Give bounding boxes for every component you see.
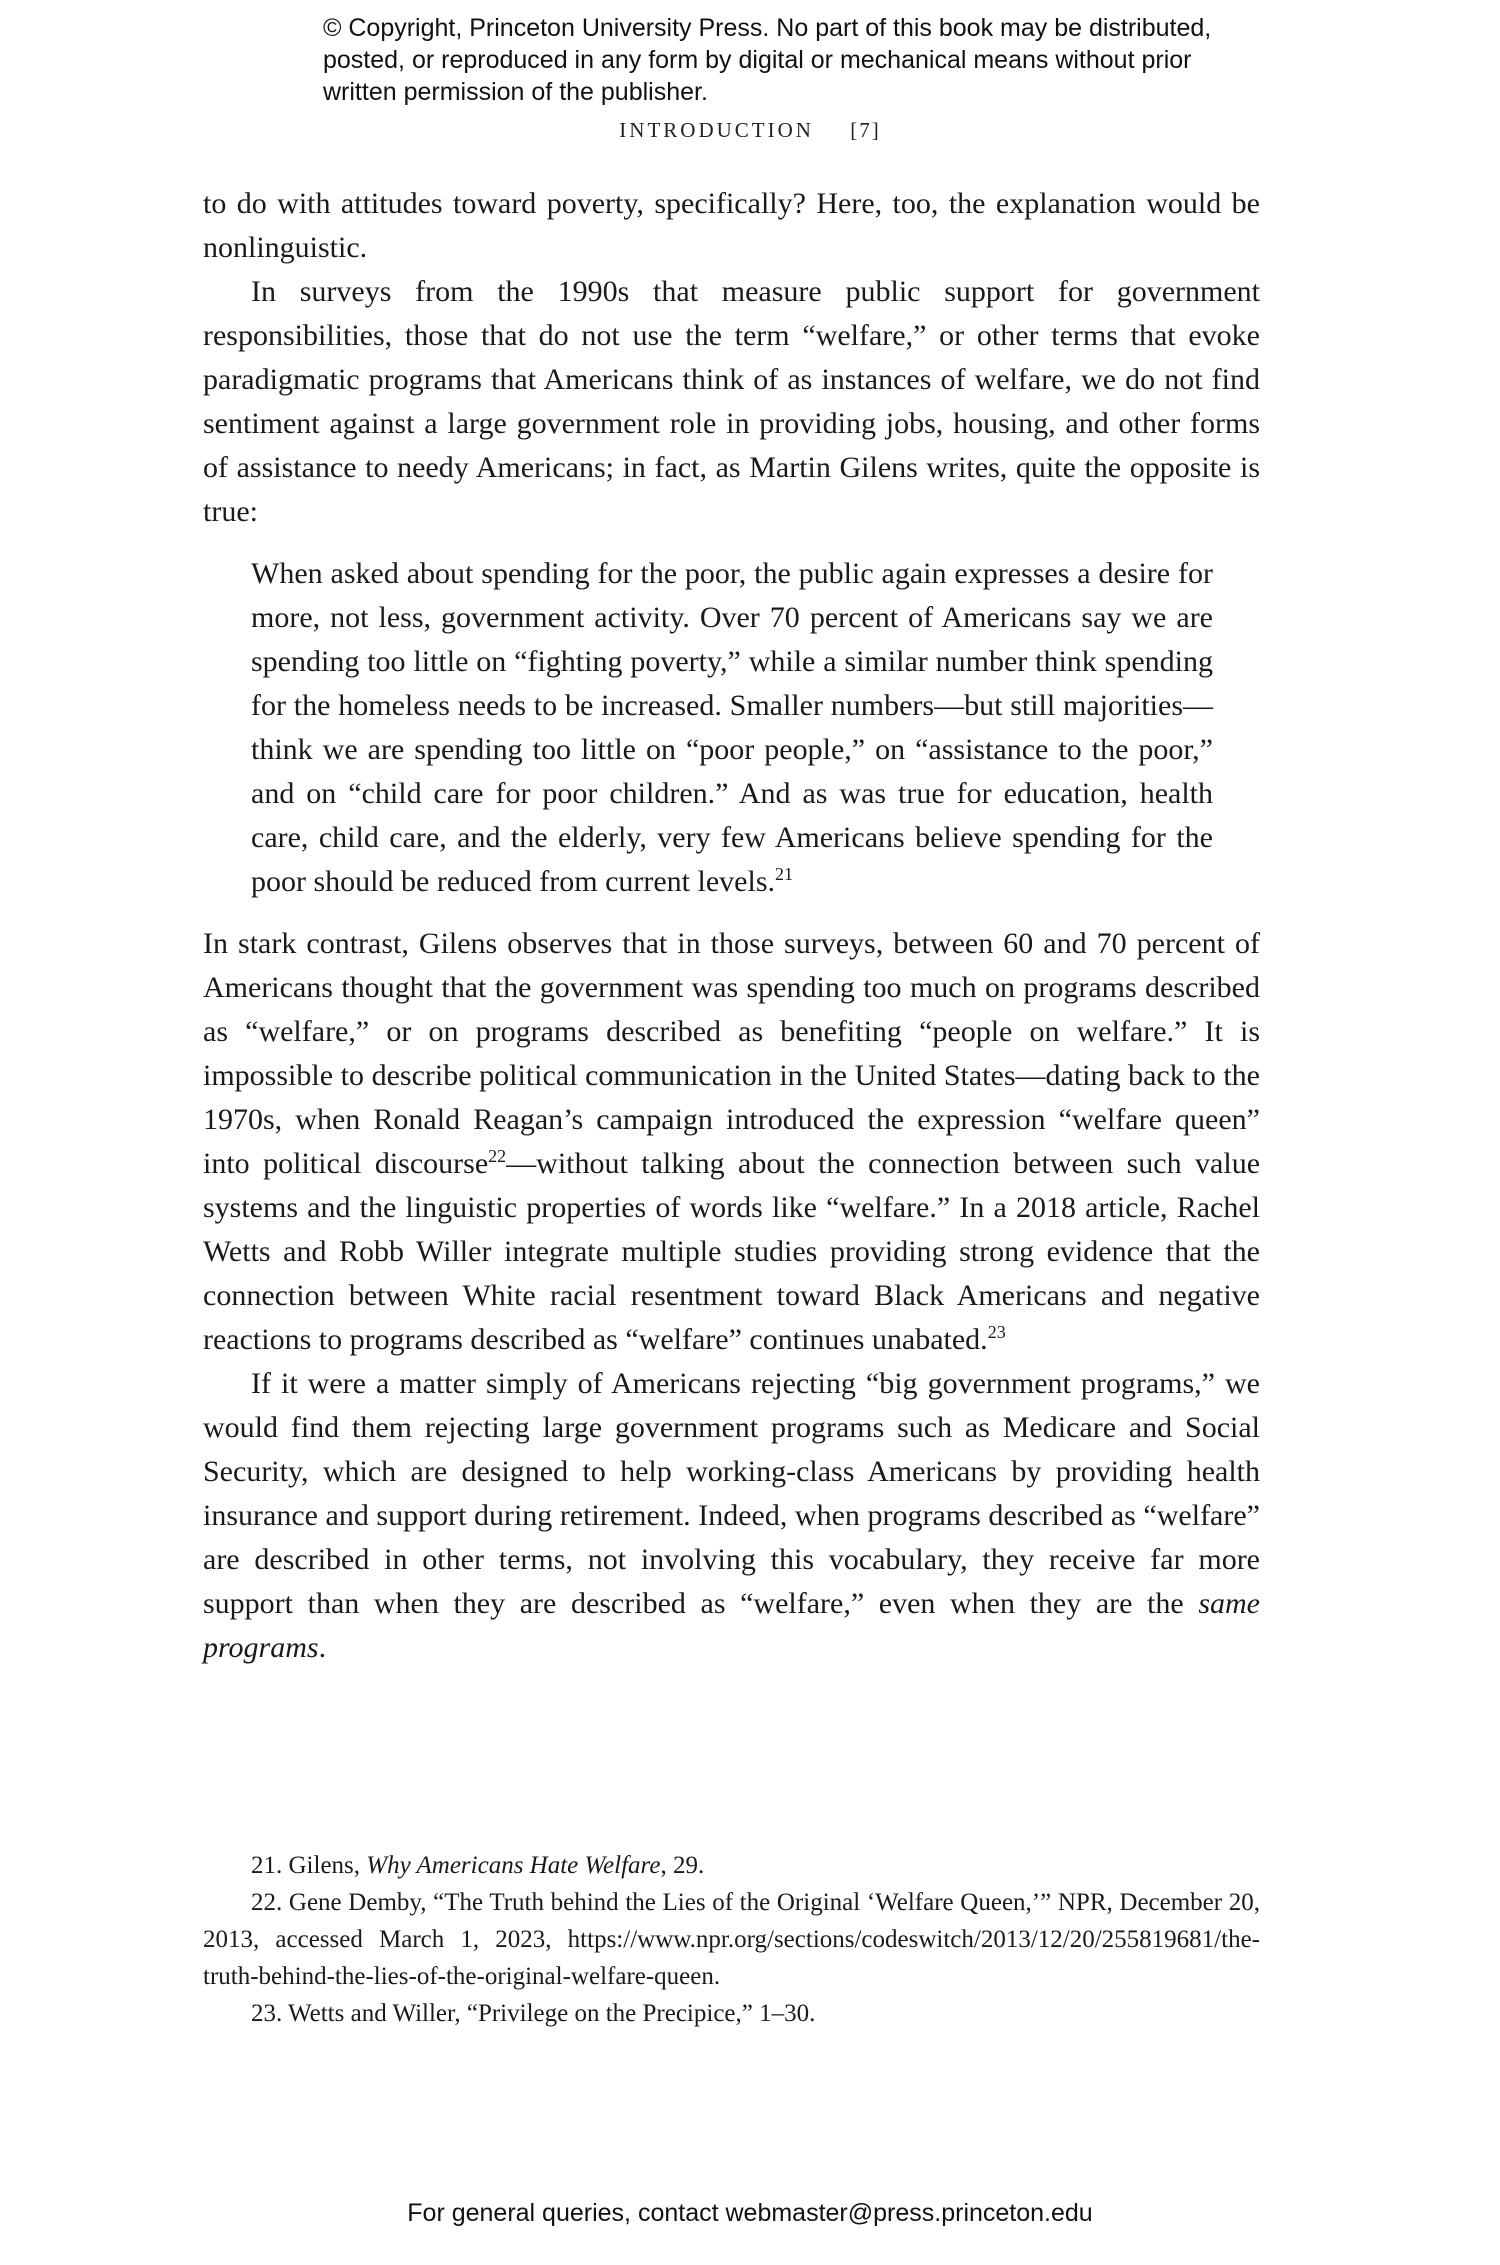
body-text: [203, 182, 1260, 1670]
paragraph-3-part-b: —without talking about the connection between such value systems and the linguistic properties of words like “welfare.” In a 2018 article, Rachel Wetts and Robb Willer integrate multiple studies providing strong evidence that the connection between White racial resentment toward Black Americans and negative reactions to programs described as “welfare” continues unabated.: [203, 1147, 1261, 1356]
footnote-23: 23. Wetts and Willer, “Privilege on the Precipice,” 1–30.: [251, 2000, 816, 2027]
footnote-21-part-a: 21. Gilens,: [251, 1852, 367, 1879]
copyright-notice: © Copyright, Princeton University Press. No part of this book may be distributed, posted, or reproduced in any form by digital or mechanical means without prior written permission of the publisher.: [323, 14, 1212, 106]
paragraph-4-emphasis: same programs: [203, 1587, 1260, 1664]
page-number: [7]: [850, 118, 881, 142]
footnote-22: 22. Gene Demby, “The Truth behind the Lies of the Original ‘Welfare Queen,’” NPR, December 20, 2013, accessed March 1, 2023, https://www.npr.org/sections/codeswitch/2013/12/20/255819681/the-truth-behind-the-lies-of-the-original-welfare-queen.: [203, 1889, 1260, 1990]
footnote-21: [203, 1847, 1260, 1884]
running-head: [0, 114, 1500, 146]
running-title: INTRODUCTION: [619, 118, 814, 142]
note-ref-22[interactable]: 22: [488, 1146, 507, 1166]
paragraph-1: to do with attitudes toward poverty, specifically? Here, too, the explanation would be nonlinguistic.: [203, 187, 1260, 264]
paragraph-4-end: .: [318, 1631, 327, 1664]
footnote-21-title: Why Americans Hate Welfare: [366, 1852, 661, 1879]
note-ref-23[interactable]: 23: [987, 1322, 1006, 1342]
footnote-21-part-b: , 29.: [660, 1852, 705, 1879]
contact-footer: For general queries, contact webmaster@press.princeton.edu: [407, 2199, 1093, 2227]
footnotes: [203, 1847, 1260, 2032]
note-ref-21[interactable]: 21: [775, 864, 793, 884]
paragraph-4-part-a: If it were a matter simply of Americans rejecting “big government programs,” we would find them rejecting large government programs such as Medicare and Social Security, which are designed to help working-class Americans by providing health insurance and support during retirement. Indeed, when programs described as “welfare” are described in other terms, not involving this vocabulary, they receive far more support than when they are described as “welfare,” even when they are the: [203, 1367, 1260, 1620]
block-quote: [251, 552, 1213, 904]
paragraph-2: In surveys from the 1990s that measure public support for government responsibilities, those that do not use the term “welfare,” or other terms that evoke paradigmatic programs that Americans think of as instances of welfare, we do not find sentiment against a large government role in providing jobs, housing, and other forms of assistance to needy Americans; in fact, as Martin Gilens writes, quite the opposite is true:: [203, 275, 1260, 528]
paragraph-3: [203, 922, 1260, 1362]
quote-text: When asked about spending for the poor, the public again expresses a desire for more, not less, government activity. Over 70 percent of Americans say we are spending too little on “fighting poverty,” while a similar number think spending for the homeless needs to be increased. Smaller numbers—but still majorities—think we are spending too little on “poor people,” on “assistance to the poor,” and on “child care for poor children.” And as was true for education, health care, child care, and the elderly, very few Americans believe spending for the poor should be reduced from current levels.: [251, 557, 1213, 898]
paragraph-3-part-a: In stark contrast, Gilens observes that in those surveys, between 60 and 70 percent of Americans thought that the government was spending too much on programs described as “welfare,” or on programs described as benefiting “people on welfare.” It is impossible to describe political communication in the United States—dating back to the 1970s, when Ronald Reagan’s campaign introduced the expression “welfare queen” into political discourse: [203, 927, 1260, 1180]
paragraph-4: [203, 1362, 1260, 1670]
